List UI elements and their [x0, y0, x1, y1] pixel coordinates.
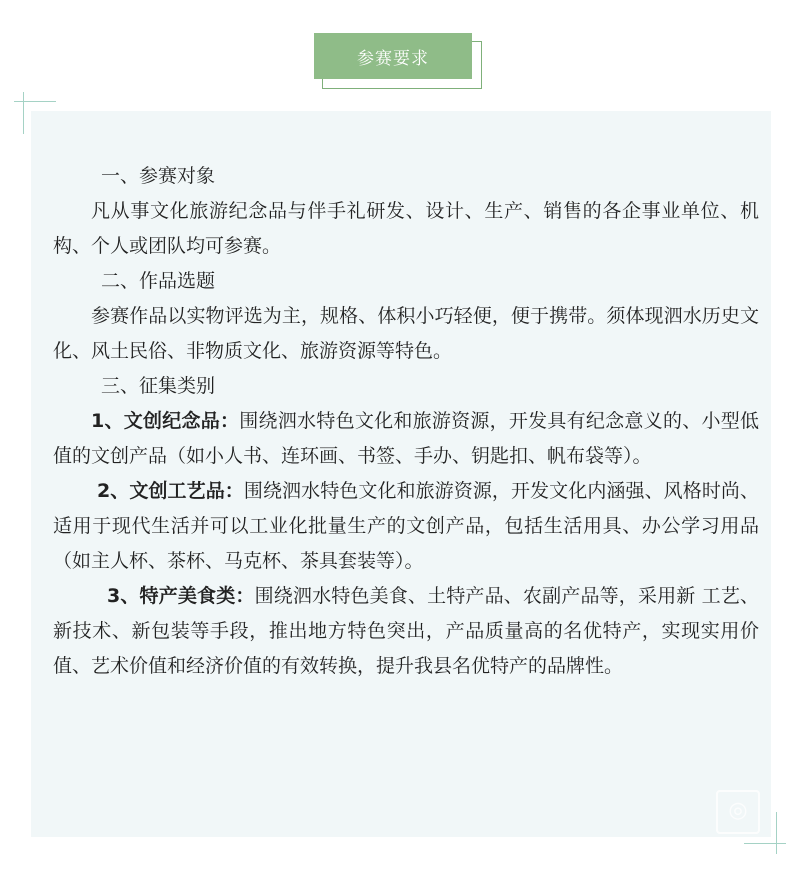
category-item: [53, 404, 759, 474]
category-text: 围绕泗水特色文化和旅游资源，开发具有纪念意义的、小型低值的文创产品（如小人书、连环画、书签、手办、钥匙扣、帆布袋等）。: [53, 410, 759, 467]
category-item: [53, 474, 759, 579]
corner-decoration-line: [744, 843, 786, 844]
category-text: 围绕泗水特色美食、土特产品、农副产品等，采用新 工艺、新技术、新包装等手段，推出地方特色突出，产品质量高的名优特产，实现实用价值、艺术价值和经济价值的有效转换，提升我县名优特产的品牌性。: [53, 585, 759, 677]
section-heading-topic: 二、作品选题: [101, 270, 216, 292]
category-label: 1、文创纪念品：: [91, 410, 240, 432]
category-label: 2、文创工艺品：: [97, 480, 244, 502]
category-text: 围绕泗水特色文化和旅游资源，开发文化内涵强、风格时尚、适用于现代生活并可以工业化批量生产的文创产品，包括生活用具、办公学习用品（如主人杯、茶杯、马克杯、茶具套装等）。: [53, 480, 759, 572]
section-heading-eligibility: 一、参赛对象: [101, 165, 216, 187]
corner-decoration-line: [776, 812, 777, 854]
category-label: 3、特产美食类：: [107, 585, 255, 607]
section-body-eligibility: 凡从事文化旅游纪念品与伴手礼研发、设计、生产、销售的各企事业单位、机构、个人或团队均可参赛。: [53, 200, 759, 257]
watermark-logo-icon: ◎: [716, 790, 760, 834]
category-item: [53, 579, 759, 684]
corner-decoration-line: [23, 92, 24, 134]
corner-decoration-line: [14, 101, 56, 102]
section-title: 参赛要求: [314, 33, 472, 79]
section-heading-categories: 三、征集类别: [101, 375, 216, 397]
requirements-text: [53, 159, 759, 684]
section-body-topic: 参赛作品以实物评选为主，规格、体积小巧轻便，便于携带。须体现泗水历史文化、风土民俗、非物质文化、旅游资源等特色。: [53, 305, 759, 362]
section-title-badge: [314, 33, 482, 89]
